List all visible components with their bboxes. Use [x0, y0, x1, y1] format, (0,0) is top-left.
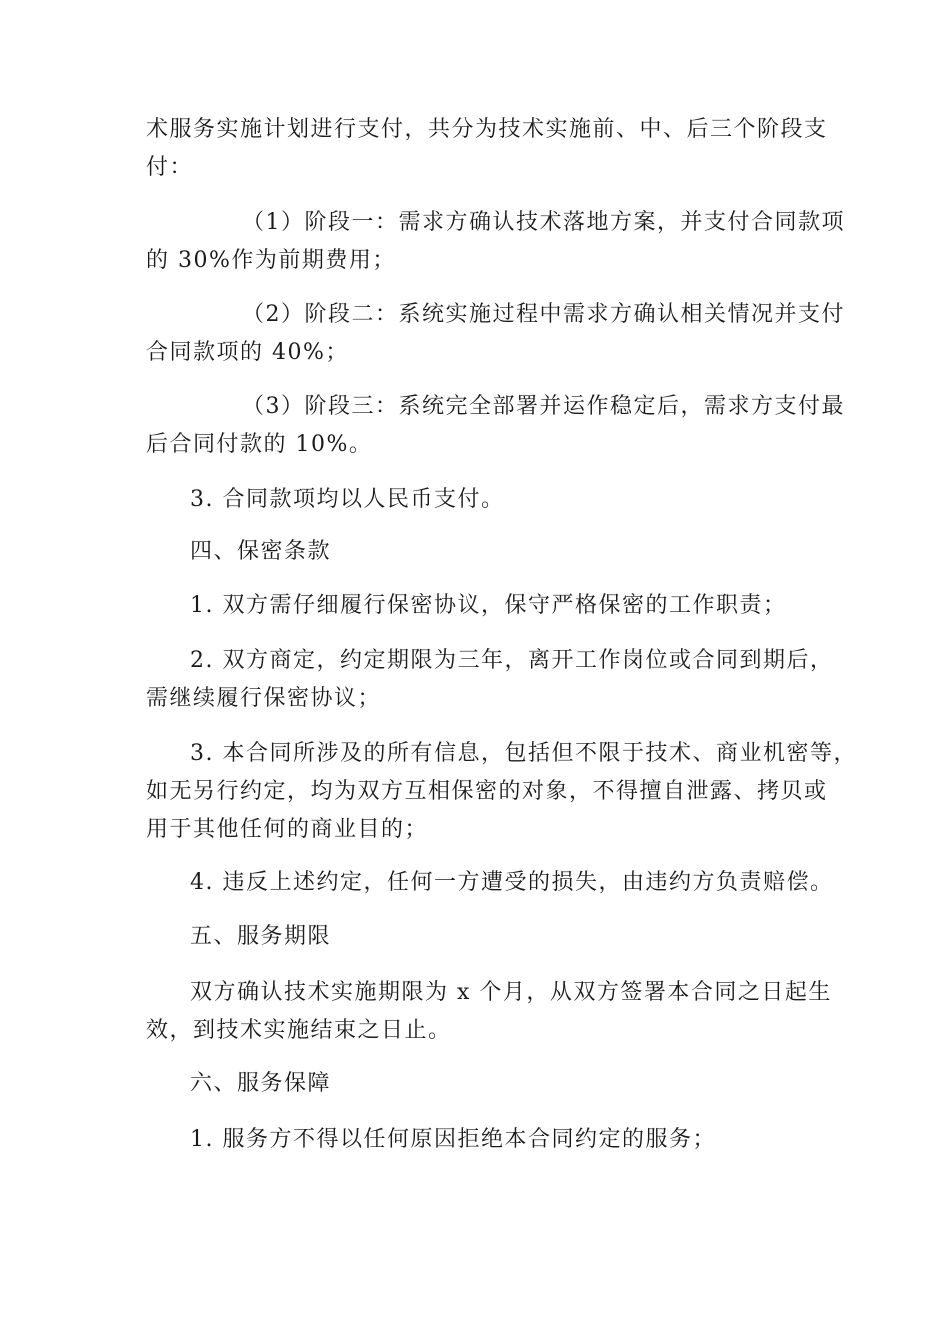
paragraph-line: 后合同付款的 10%。 — [146, 432, 373, 457]
paragraph-line: 如无另行约定，均为双方互相保密的对象，不得擅自泄露、拷贝或 — [146, 779, 828, 804]
paragraph-service-guarantee-1 — [146, 1121, 810, 1159]
section-heading-service-term — [146, 918, 810, 956]
paragraph-line: 1. 双方需仔细履行保密协议，保守严格保密的工作职责； — [190, 593, 787, 618]
section-heading: 六、服务保障 — [190, 1071, 332, 1096]
paragraph-line: 双方确认技术实施期限为 x 个月，从双方签署本合同之日起生 — [190, 980, 832, 1005]
section-heading: 四、保密条款 — [190, 539, 332, 564]
paragraph-payment-stage-3 — [146, 388, 845, 464]
section-heading: 五、服务期限 — [190, 924, 332, 949]
paragraph-payment-stage-1 — [146, 204, 845, 280]
paragraph-line: 1. 服务方不得以任何原因拒绝本合同约定的服务； — [190, 1127, 716, 1152]
paragraph-line: 用于其他任何的商业目的； — [146, 817, 429, 842]
paragraph-payment-intro — [146, 111, 828, 187]
section-heading-confidentiality — [146, 533, 810, 571]
paragraph-line: 3. 本合同所涉及的所有信息，包括但不限于技术、商业机密等， — [190, 741, 857, 766]
paragraph-line: 付： — [146, 155, 194, 180]
paragraph-service-term — [146, 974, 832, 1050]
paragraph-line: （3）阶段三：系统完全部署并运作稳定后，需求方支付最 — [242, 394, 845, 419]
paragraph-payment-stage-2 — [146, 296, 845, 372]
paragraph-payment-currency — [146, 481, 810, 519]
paragraph-confidential-4 — [146, 864, 834, 902]
paragraph-line: （2）阶段二：系统实施过程中需求方确认相关情况并支付 — [242, 302, 845, 327]
paragraph-confidential-1 — [146, 587, 810, 625]
paragraph-line: 术服务实施计划进行支付，共分为技术实施前、中、后三个阶段支 — [146, 117, 828, 142]
paragraph-line: 合同款项的 40%； — [146, 340, 349, 365]
paragraph-line: 效，到技术实施结束之日止。 — [146, 1018, 452, 1043]
paragraph-line: 需继续履行保密协议； — [146, 686, 382, 711]
paragraph-line: 4. 违反上述约定，任何一方遭受的损失，由违约方负责赔偿。 — [190, 870, 834, 895]
paragraph-confidential-2 — [146, 642, 834, 718]
paragraph-line: 的 30%作为前期费用； — [146, 248, 396, 273]
paragraph-line: 3. 合同款项均以人民币支付。 — [190, 487, 505, 512]
paragraph-confidential-3 — [146, 735, 857, 849]
paragraph-line: （1）阶段一：需求方确认技术落地方案，并支付合同款项 — [242, 210, 845, 235]
section-heading-service-guarantee — [146, 1065, 810, 1103]
paragraph-line: 2. 双方商定，约定期限为三年，离开工作岗位或合同到期后， — [190, 648, 834, 673]
